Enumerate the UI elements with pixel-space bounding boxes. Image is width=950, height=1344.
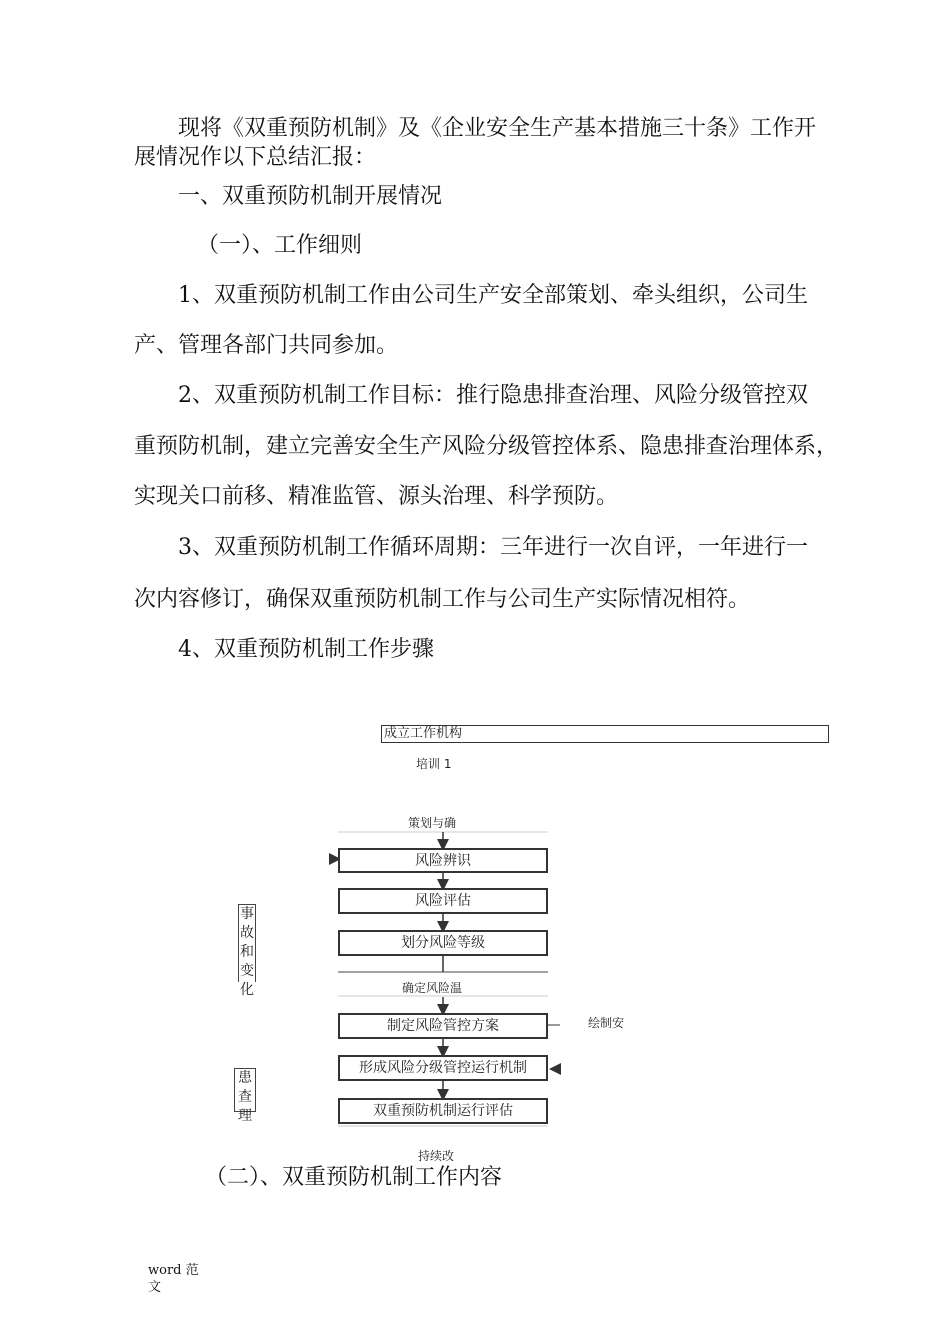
section-heading-1: 一、双重预防机制开展情况: [178, 184, 443, 209]
item-4: 4、双重预防机制工作步骤: [178, 637, 434, 662]
side-char: 患: [238, 1070, 252, 1086]
step-risk-grading: [338, 930, 548, 956]
side-char: 和: [240, 944, 254, 960]
item-3-line-1: 3、双重预防机制工作循环周期：三年进行一次自评，一年进行一: [178, 535, 808, 560]
item-3-line-2: 次内容修订，确保双重预防机制工作与公司生产实际情况相符。: [134, 587, 751, 612]
item-2-line-2: 重预防机制，建立完善安全生产风险分级管控体系、隐患排查治理体系，: [134, 434, 839, 459]
item-2-line-3: 实现关口前移、精准监管、源头治理、科学预防。: [134, 484, 619, 509]
partial-bottom-text: 持续改: [418, 1149, 455, 1163]
step-label: 形成风险分级管控运行机制: [359, 1060, 527, 1076]
sub-heading-2: （二）、双重预防机制工作内容: [205, 1165, 503, 1190]
item-2-line-1: 2、双重预防机制工作目标：推行隐患排查治理、风险分级管控双: [178, 383, 808, 408]
partial-determine-label: [402, 980, 463, 995]
step-risk-assessment: [338, 888, 548, 914]
side-char: 理: [238, 1108, 252, 1124]
item-1-line-2: 产、管理各部门共同参加。: [134, 333, 399, 358]
side-char: 事: [240, 906, 254, 922]
step-control-plan: [338, 1013, 548, 1039]
partial-training-text: 培训 1: [416, 757, 452, 771]
partial-training-label: [416, 757, 452, 771]
step-evaluation: [338, 1098, 548, 1124]
partial-bottom-label: [418, 1148, 455, 1163]
step-label: 双重预防机制运行评估: [373, 1103, 513, 1119]
step-label: 制定风险管控方案: [387, 1018, 499, 1034]
step-operation-mechanism: [338, 1055, 548, 1081]
side-box-accidents-changes: [238, 904, 256, 998]
step-label: 划分风险等级: [401, 935, 485, 951]
footer-line-2: 文: [148, 1280, 162, 1295]
intro-line-2: 展情况作以下总结汇报：: [134, 145, 377, 170]
partial-planning-label: [408, 814, 456, 828]
item-1-line-1: 1、双重预防机制工作由公司生产安全部策划、牵头组织，公司生: [178, 283, 808, 308]
flow-box-establish-organization: [381, 725, 829, 743]
partial-draw-label: [588, 1015, 624, 1031]
side-char: 查: [238, 1089, 252, 1105]
footer-line-1: word 范: [148, 1263, 199, 1278]
step-risk-identification: [338, 848, 548, 873]
side-char: 变: [240, 963, 254, 979]
footer-watermark: [148, 1262, 199, 1296]
intro-line-1: 现将《双重预防机制》及《企业安全生产基本措施三十条》工作开: [178, 116, 817, 141]
step-label: 风险评估: [415, 893, 471, 909]
side-char: 故: [240, 925, 254, 941]
partial-draw-text: 绘制安: [588, 1016, 625, 1030]
side-char: 化: [240, 982, 254, 998]
partial-planning-text: 策划与确: [408, 816, 457, 830]
partial-determine-text: 确定风险温: [402, 981, 463, 995]
step-label: 风险辨识: [415, 853, 471, 869]
flow-box-label: 成立工作机构: [384, 726, 463, 741]
sub-heading-1: （一）、工作细则: [197, 233, 363, 258]
side-box-hazard-inspection: [234, 1068, 256, 1124]
